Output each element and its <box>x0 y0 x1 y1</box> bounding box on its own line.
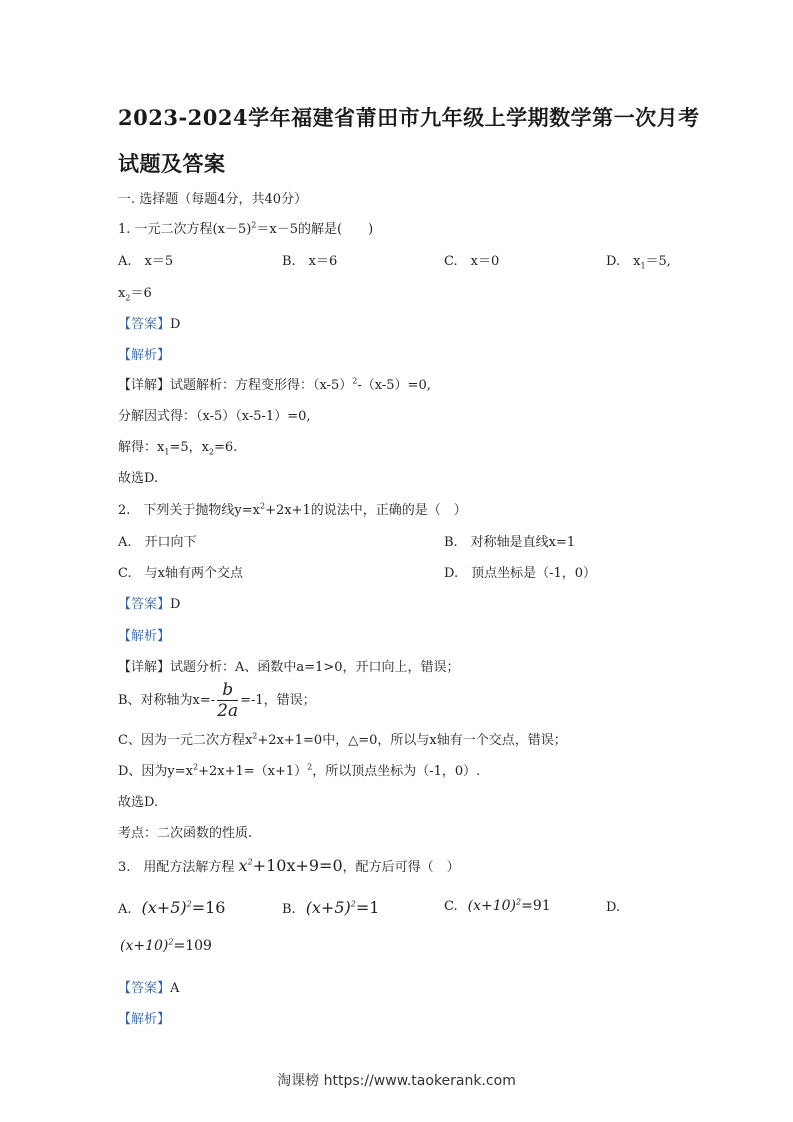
q1-stem: 1. 一元二次方程$(x-5)^2=x-5$的解是( ) <box>118 220 374 237</box>
q1-option-c: C. x＝0 <box>444 254 500 269</box>
q2-analysis-tag: 【解析】 <box>118 629 171 644</box>
q1-solve: 解得：$x_1=5$，$x_2=6$. <box>118 440 238 457</box>
q2-option-a: A. 开口向下 <box>118 535 197 550</box>
q3-equation: $x^2+10x+9=0$ <box>238 856 343 875</box>
q1-option-b: B. x＝6 <box>282 254 338 269</box>
q2-option-d: D. 顶点坐标是（-1，0） <box>444 566 597 581</box>
doc-title-line2: 试题及答案 <box>118 151 226 176</box>
q3-stem: 3. 用配方法解方程 $x^2+10x+9=0$，配方后可得（ ） <box>118 856 460 875</box>
q2-choose: 故选D. <box>118 795 159 810</box>
q1-answer: 【答案】D <box>118 317 181 332</box>
q3-option-b: B. $(x+5)^2=1$ <box>282 898 380 917</box>
q3-option-d: $(x+10)^2=109$ <box>120 937 212 954</box>
q1-option-d-cont: $x_2=6$ <box>118 286 152 303</box>
q1-choose: 故选D. <box>118 471 159 486</box>
q1-detail: 【详解】试题解析：方程变形得：$(x-5)^2-(x-5)=0$, <box>118 376 431 393</box>
q2-option-d-analysis: D、因为$y=x^2+2x+1=(x+1)^2$，所以顶点坐标为（-1，0）. <box>118 762 481 779</box>
q2-option-b: B. 对称轴是直线x=1 <box>444 535 576 550</box>
footer-watermark: 淘课榜 https://www.taokerank.com <box>277 1073 516 1089</box>
q2-note: 考点：二次函数的性质. <box>118 826 253 841</box>
q1-analysis-tag: 【解析】 <box>118 348 171 363</box>
q3-answer: 【答案】A <box>118 981 180 996</box>
q3-option-a: A. $(x+5)^2=16$ <box>118 898 226 917</box>
q2-detail: 【详解】试题分析：A、函数中a=1>0，开口向上，错误； <box>118 660 460 675</box>
q3-option-c: C. $(x+10)^2=91$ <box>444 897 551 914</box>
q2-answer: 【答案】D <box>118 597 181 612</box>
q2-axis: B、对称轴为x=- $\frac{b}{2a}$ =-1，错误； <box>118 680 316 721</box>
q1-option-a: A. x＝5 <box>118 254 174 269</box>
doc-title-line1: 2023-2024学年福建省莆田市九年级上学期数学第一次月考 <box>118 105 700 130</box>
section-heading: 一. 选择题（每题4分，共40分） <box>118 192 308 207</box>
q1-factor: 分解因式得：（x-5）（x-5-1）=0, <box>118 409 311 424</box>
q1-option-d: D. $x_1=5$, <box>606 254 671 271</box>
q2-option-c-analysis: C、因为一元二次方程$x^2+2x+1=0$中，△=0，所以与x轴有一个交点，错误； <box>118 731 567 748</box>
q3-analysis-tag: 【解析】 <box>118 1012 171 1027</box>
q3-option-d-key: D. <box>606 900 621 915</box>
fraction-b-over-2a: $\frac{b}{2a}$ <box>217 680 239 721</box>
q2-option-c: C. 与x轴有两个交点 <box>118 566 243 581</box>
q2-stem: 2. 下列关于抛物线$y=x^2+2x+1$的说法中，正确的是（ ） <box>118 501 467 518</box>
